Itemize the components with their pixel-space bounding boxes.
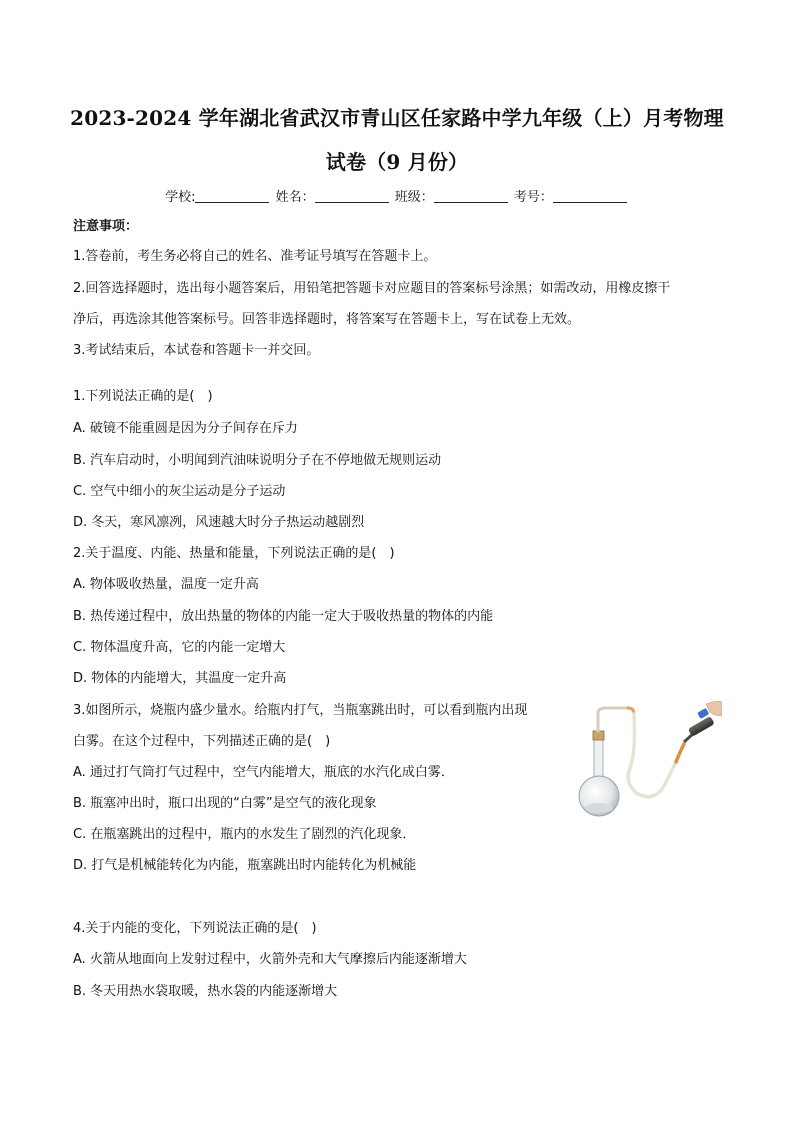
title-line-2: 试卷（9 月份） (325, 150, 469, 174)
number-label: 考号： (513, 190, 553, 205)
option-c: C. 物体温度升高，它的内能一定增大 (73, 640, 286, 655)
air-pump-icon (684, 701, 722, 742)
option-a: A. 物体吸收热量，温度一定升高 (73, 577, 259, 592)
name-label: 姓名： (275, 190, 315, 205)
option-d: D. 打气是机械能转化为内能，瓶塞跳出时内能转化为机械能 (73, 858, 417, 873)
number-blank[interactable] (553, 190, 627, 203)
notice-heading: 注意事项： (73, 219, 139, 234)
notice-item: 净后，再选涂其他答案标号。回答非选择题时，将答案写在答题卡上，写在试卷上无效。 (73, 312, 581, 327)
notice-item: 1.答卷前，考生务必将自己的姓名、准考证号填写在答题卡上。 (73, 249, 437, 264)
flask-and-air-pump-illustration (572, 698, 722, 820)
option-d: D. 物体的内能增大，其温度一定升高 (73, 671, 287, 686)
flask-icon (579, 731, 619, 816)
option-b: B. 冬天用热水袋取暖，热水袋的内能逐渐增大 (73, 984, 338, 999)
option-b: B. 汽车启动时，小明闻到汽油味说明分子在不停地做无规则运动 (73, 453, 442, 468)
school-blank[interactable] (195, 190, 269, 203)
school-label: 学校: (165, 190, 196, 205)
class-blank[interactable] (434, 190, 508, 203)
notice-item: 2.回答选择题时，选出每小题答案后，用铅笔把答题卡对应题目的答案标号涂黑；如需改动，用橡皮擦干 (73, 281, 671, 296)
name-blank[interactable] (315, 190, 389, 203)
option-c: C. 空气中细小的灰尘运动是分子运动 (73, 484, 286, 499)
option-c: C. 在瓶塞跳出的过程中，瓶内的水发生了剧烈的汽化现象． (73, 827, 416, 842)
option-a: A. 破镜不能重圆是因为分子间存在斥力 (73, 421, 298, 436)
question-stem: 白雾。在这个过程中，下列描述正确的是( ) (73, 734, 331, 749)
option-b: B. 热传递过程中，放出热量的物体的内能一定大于吸收热量的物体的内能 (73, 609, 494, 624)
question-stem: 1.下列说法正确的是( ) (73, 389, 213, 404)
option-d: D. 冬天，寒风凛冽，风速越大时分子热运动越剧烈 (73, 515, 365, 530)
option-b: B. 瓶塞冲出时，瓶口出现的“白雾”是空气的液化现象 (73, 796, 377, 811)
title-line-1: 2023-2024 学年湖北省武汉市青山区任家路中学九年级（上）月考物理 (70, 106, 724, 130)
question-stem: 2.关于温度、内能、热量和能量，下列说法正确的是( ) (73, 546, 395, 561)
option-a: A. 通过打气筒打气过程中，空气内能增大，瓶底的水汽化成白雾． (73, 765, 454, 780)
question-stem: 4.关于内能的变化，下列说法正确的是( ) (73, 921, 317, 936)
question-stem: 3.如图所示，烧瓶内盛少量水。给瓶内打气，当瓶塞跳出时，可以看到瓶内出现 (73, 703, 528, 718)
class-label: 班级： (394, 190, 434, 205)
student-info-row (0, 186, 794, 205)
notice-item: 3.考试结束后，本试卷和答题卡一并交回。 (73, 343, 320, 358)
option-a: A. 火箭从地面向上发射过程中，火箭外壳和大气摩擦后内能逐渐增大 (73, 952, 467, 967)
